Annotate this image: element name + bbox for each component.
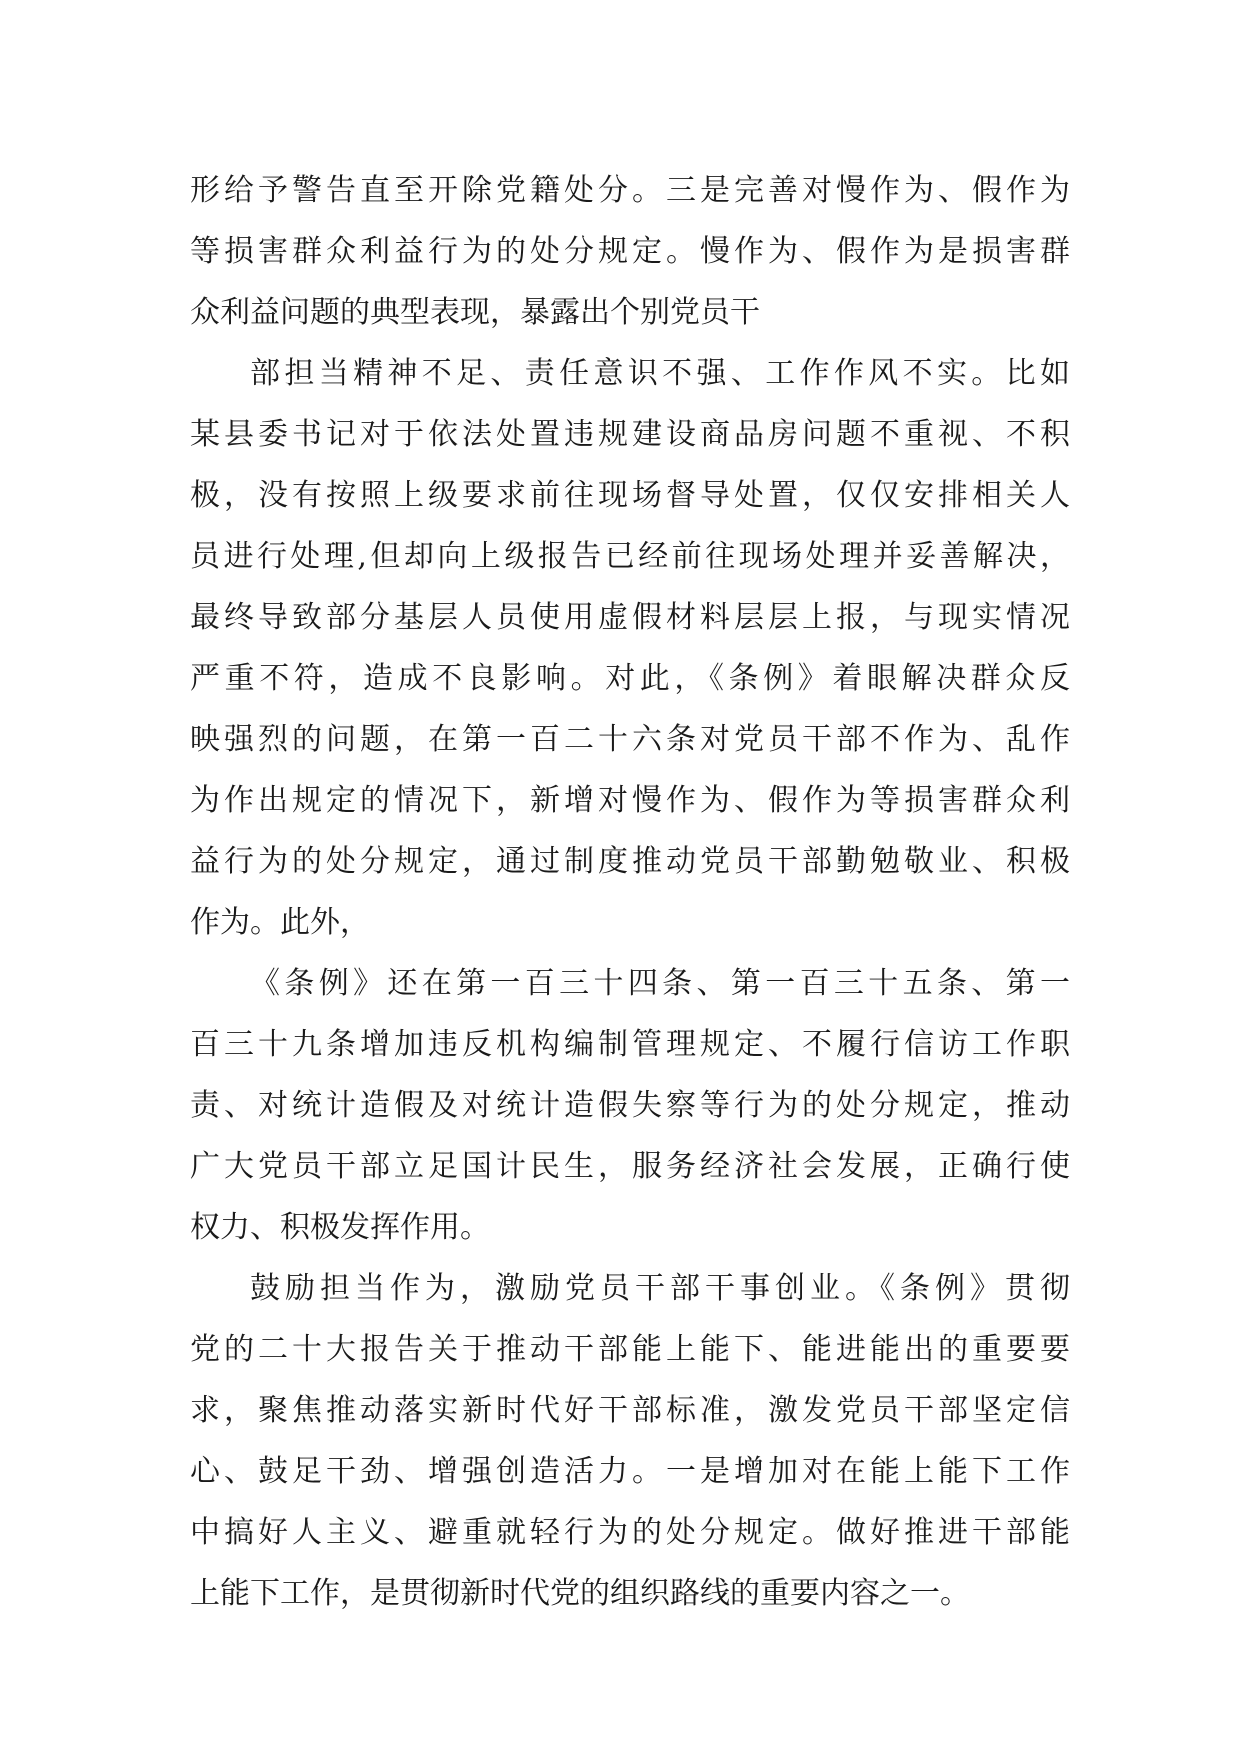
paragraph-start-line: 鼓励担当作为，激励党员干部干事创业。《条例》贯彻 [250,1271,1070,1306]
text-line: 作为。此外， [190,905,370,940]
text-line: 广大党员干部立足国计民生，服务经济社会发展，正确行使 [190,1149,1070,1184]
text-line: 责、对统计造假及对统计造假失察等行为的处分规定，推动 [190,1088,1070,1123]
text-line: 权力、积极发挥作用。 [190,1210,490,1245]
text-line: 党的二十大报告关于推动干部能上能下、能进能出的重要要 [190,1332,1070,1367]
text-line: 百三十九条增加违反机构编制管理规定、不履行信访工作职 [190,1027,1070,1062]
text-line: 某县委书记对于依法处置违规建设商品房问题不重视、不积 [190,417,1070,452]
text-line: 心、鼓足干劲、增强创造活力。一是增加对在能上能下工作 [190,1454,1070,1489]
text-line: 众利益问题的典型表现，暴露出个别党员干 [190,295,760,330]
text-line: 极，没有按照上级要求前往现场督导处置，仅仅安排相关人 [190,478,1070,513]
text-line: 中搞好人主义、避重就轻行为的处分规定。做好推进干部能 [190,1515,1070,1550]
paragraph-start-line: 《条例》还在第一百三十四条、第一百三十五条、第一 [250,966,1070,1001]
text-line: 严重不符，造成不良影响。对此，《条例》着眼解决群众反 [190,661,1070,696]
text-line: 求，聚焦推动落实新时代好干部标准，激发党员干部坚定信 [190,1393,1070,1428]
text-line: 最终导致部分基层人员使用虚假材料层层上报，与现实情况 [190,600,1070,635]
body-text [190,160,1070,1624]
paragraph-start-line: 部担当精神不足、责任意识不强、工作作风不实。比如 [250,356,1070,391]
text-line: 上能下工作，是贯彻新时代党的组织路线的重要内容之一。 [190,1576,970,1611]
text-line: 映强烈的问题，在第一百二十六条对党员干部不作为、乱作 [190,722,1070,757]
text-line: 形给予警告直至开除党籍处分。三是完善对慢作为、假作为 [190,173,1070,208]
text-line: 员进行处理,但却向上级报告已经前往现场处理并妥善解决， [190,539,1070,574]
text-line: 等损害群众利益行为的处分规定。慢作为、假作为是损害群 [190,234,1070,269]
text-line: 益行为的处分规定，通过制度推动党员干部勤勉敬业、积极 [190,844,1070,879]
text-line: 为作出规定的情况下，新增对慢作为、假作为等损害群众利 [190,783,1070,818]
